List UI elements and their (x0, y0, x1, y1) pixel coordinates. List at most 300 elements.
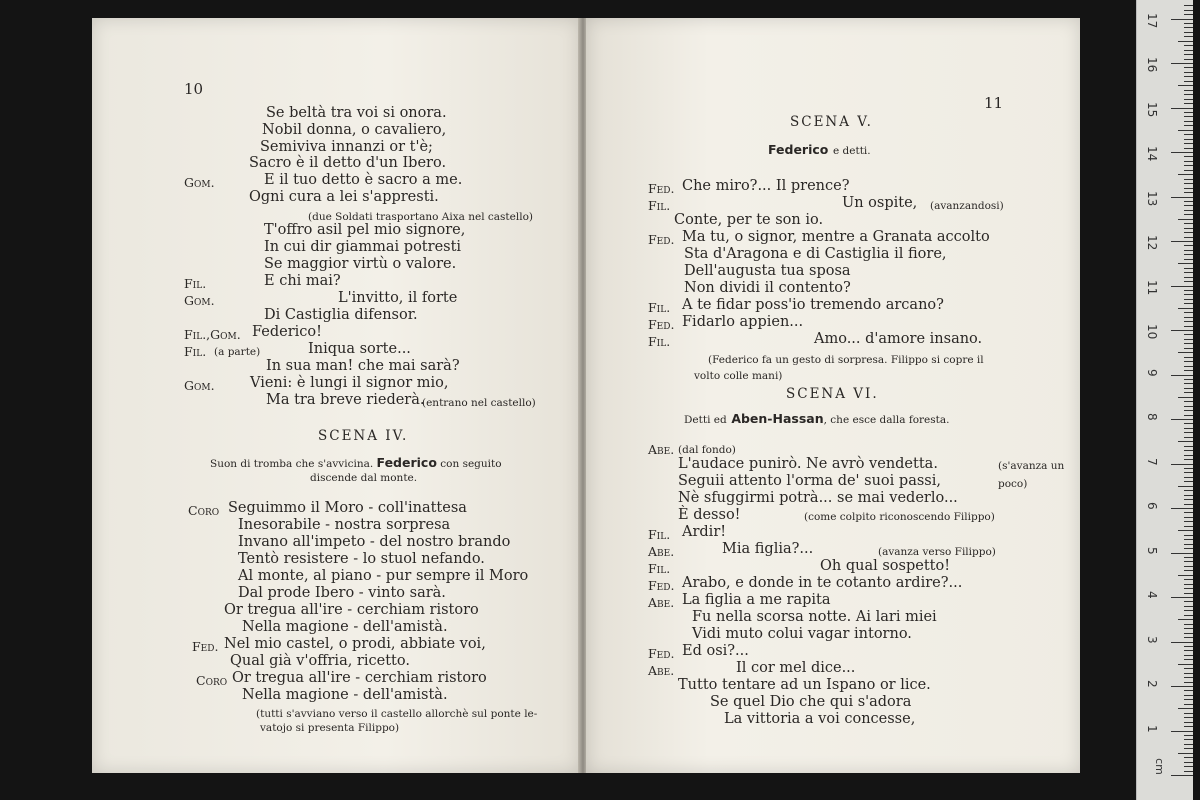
ruler-tick (1184, 67, 1193, 68)
ruler-tick (1184, 713, 1193, 714)
speaker-label: Gom. (184, 175, 215, 190)
speaker-label: Coro (188, 503, 220, 518)
ruler-tick (1184, 268, 1193, 269)
stage-direction: (tutti s'avviano verso il castello allorchè sul ponte le- (256, 708, 538, 720)
ruler-tick (1184, 766, 1193, 767)
ruler-tick (1184, 112, 1193, 113)
speaker-label: Fil. (184, 344, 207, 359)
verse-line: Nel mio castel, o prodi, abbiate voi, (224, 636, 486, 652)
ruler-tick (1184, 232, 1193, 233)
ruler-tick (1184, 557, 1193, 558)
verse-line: Or tregua all'ire - cerchiam ristoro (224, 602, 479, 618)
ruler-number: 7 (1145, 457, 1159, 466)
ruler-tick (1184, 432, 1193, 433)
ruler-tick (1184, 383, 1193, 384)
ruler-tick (1184, 504, 1193, 505)
verse-line: Un ospite, (842, 195, 918, 211)
verse-line: Oh qual sospetto! (820, 558, 951, 574)
ruler-tick (1184, 36, 1193, 37)
speaker-label: Abe. (648, 595, 675, 610)
ruler-number: 15 (1145, 101, 1159, 117)
ruler-tick (1178, 352, 1193, 353)
verse-line: Se beltà tra voi si onora. (266, 105, 447, 121)
scene-desc-text: e detti. (833, 145, 871, 157)
speaker-label: Fed. (648, 181, 675, 196)
ruler-tick (1184, 579, 1193, 580)
verse-line: Inesorabile - nostra sorpresa (238, 517, 451, 533)
ruler-tick (1184, 561, 1193, 562)
verse-line: Di Castiglia difensor. (264, 307, 418, 323)
ruler-tick (1184, 32, 1193, 33)
stage-direction: (entrano nel castello) (422, 397, 536, 409)
ruler-tick (1184, 690, 1193, 691)
ruler-tick (1184, 584, 1193, 585)
ruler-tick (1184, 254, 1193, 255)
ruler-tick (1184, 673, 1193, 674)
ruler-tick (1171, 642, 1193, 643)
ruler-tick (1171, 553, 1193, 554)
speaker-label: Fed. (648, 317, 675, 332)
ruler-tick (1184, 481, 1193, 482)
ruler-tick (1184, 628, 1193, 629)
verse-line: Semiviva innanzi or t'è; (260, 139, 433, 155)
ruler-tick (1178, 130, 1193, 131)
verse-line: Seguimmo il Moro - coll'inattesa (228, 500, 467, 516)
ruler-number: 8 (1145, 413, 1159, 421)
ruler-tick (1184, 521, 1193, 522)
ruler-number: 11 (1145, 279, 1159, 295)
scene-desc-text: , che esce dalla foresta. (823, 414, 950, 426)
ruler-tick (1184, 695, 1193, 696)
ruler-tick (1184, 348, 1193, 349)
character-name: Aben-Hassan (731, 411, 824, 426)
ruler-tick (1184, 223, 1193, 224)
verse-line: Ma tu, o signor, mentre a Granata accolto (682, 229, 990, 245)
ruler-tick (1184, 588, 1193, 589)
ruler-tick (1184, 566, 1193, 567)
ruler-tick (1184, 90, 1193, 91)
ruler-tick (1184, 459, 1193, 460)
ruler-tick (1171, 731, 1193, 732)
ruler-tick (1184, 704, 1193, 705)
verse-line: E chi mai? (264, 273, 341, 289)
ruler-tick (1184, 624, 1193, 625)
ruler-tick (1184, 326, 1193, 327)
verse-line: Dell'augusta tua sposa (684, 263, 851, 279)
ruler-tick (1171, 597, 1193, 598)
verse-line: Dal prode Ibero - vinto sarà. (238, 585, 446, 601)
ruler-tick (1184, 143, 1193, 144)
verse-line: Se quel Dio che qui s'adora (710, 694, 912, 710)
speaker-label: Abe. (648, 663, 675, 678)
speaker-label: Fil. (648, 527, 671, 542)
ruler-tick (1184, 170, 1193, 171)
verse-line: E il tuo detto è sacro a me. (264, 172, 463, 188)
ruler-tick (1184, 548, 1193, 549)
ruler-tick (1178, 397, 1193, 398)
verse-line: Nella magione - dell'amistà. (242, 619, 448, 635)
ruler-tick (1184, 317, 1193, 318)
ruler-tick (1184, 237, 1193, 238)
ruler-tick (1178, 219, 1193, 220)
ruler-tick (1184, 81, 1193, 82)
ruler-tick (1184, 250, 1193, 251)
ruler-tick (1184, 50, 1193, 51)
ruler-tick (1178, 174, 1193, 175)
left-page (92, 18, 580, 773)
ruler-tick (1184, 490, 1193, 491)
speaker-label: Fed. (648, 578, 675, 593)
ruler-tick (1184, 148, 1193, 149)
verse-line: Sacro è il detto d'un Ibero. (249, 155, 447, 171)
verse-line: Nobil donna, o cavaliero, (262, 122, 447, 138)
ruler-tick (1184, 259, 1193, 260)
ruler-tick (1184, 744, 1193, 745)
ruler-tick (1184, 739, 1193, 740)
ruler-tick (1184, 334, 1193, 335)
stage-direction: (a parte) (214, 346, 261, 358)
ruler-tick (1184, 757, 1193, 758)
stage-direction: poco) (998, 478, 1028, 490)
ruler-tick (1184, 410, 1193, 411)
ruler-tick (1184, 183, 1193, 184)
stage-direction: (avanzandosi) (930, 200, 1004, 212)
ruler-tick (1184, 27, 1193, 28)
character-name: Federico (376, 455, 437, 470)
ruler-tick (1184, 682, 1193, 683)
verse-line: Che miro?... Il prence? (682, 178, 850, 194)
speaker-label: Fil. (648, 198, 671, 213)
scene-heading: SCENA IV. (318, 428, 409, 444)
verse-line: La figlia a me rapita (682, 592, 831, 608)
ruler-tick (1184, 450, 1193, 451)
speaker-label: Gom. (184, 378, 215, 393)
ruler-tick (1184, 477, 1193, 478)
verse-line: L'audace punirò. Ne avrò vendetta. (678, 456, 938, 472)
verse-line: Arabo, e donde in te cotanto ardire?... (682, 575, 963, 591)
verse-line: Conte, per te son io. (674, 212, 824, 228)
ruler-tick (1184, 717, 1193, 718)
ruler-tick (1184, 593, 1193, 594)
ruler-tick (1184, 735, 1193, 736)
ruler-tick (1184, 23, 1193, 24)
ruler-tick (1184, 677, 1193, 678)
ruler-tick (1171, 286, 1193, 287)
ruler-tick (1171, 152, 1193, 153)
stage-direction: (due Soldati trasportano Aixa nel castello) (308, 211, 533, 223)
ruler-tick (1171, 197, 1193, 198)
ruler-tick (1184, 423, 1193, 424)
scene-description (684, 410, 949, 429)
ruler-tick (1184, 272, 1193, 273)
verse-line: L'invitto, il forte (338, 290, 458, 306)
ruler-tick (1178, 575, 1193, 576)
verse-line: Non dividi il contento? (684, 280, 851, 296)
speaker-label: Coro (196, 673, 228, 688)
verse-line: Vidi muto colui vagar intorno. (692, 626, 912, 642)
verse-line: Invano all'impeto - del nostro brando (238, 534, 511, 550)
ruler-number: 16 (1145, 57, 1159, 73)
verse-line: Se maggior virtù o valore. (264, 256, 457, 272)
ruler-number: 5 (1145, 546, 1159, 555)
scene-desc-text: Detti ed (684, 414, 727, 426)
ruler-tick (1178, 530, 1193, 531)
verse-line: Tentò resistere - lo stuol nefando. (238, 551, 485, 567)
ruler-number: 9 (1145, 368, 1159, 377)
speaker-label: Fed. (648, 646, 675, 661)
verse-line: Qual già v'offria, ricetto. (230, 653, 410, 669)
ruler-tick (1184, 726, 1193, 727)
ruler-tick (1184, 748, 1193, 749)
stage-direction: vatojo si presenta Filippo) (260, 722, 400, 734)
stage-direction: (come colpito riconoscendo Filippo) (804, 511, 995, 523)
scene-description (768, 141, 871, 160)
scene-desc-text: Suon di tromba che s'avvicina. (210, 458, 374, 470)
ruler-tick (1184, 615, 1193, 616)
ruler-number: 14 (1145, 146, 1159, 162)
page-number-left: 10 (184, 80, 204, 98)
ruler-tick (1184, 54, 1193, 55)
ruler-tick (1184, 406, 1193, 407)
ruler-tick (1184, 539, 1193, 540)
scene-description: discende dal monte. (310, 472, 418, 484)
ruler-tick (1184, 5, 1193, 6)
ruler-tick (1184, 201, 1193, 202)
verse-line: In sua man! che mai sarà? (266, 358, 460, 374)
ruler-tick (1178, 619, 1193, 620)
ruler-tick (1171, 330, 1193, 331)
ruler-tick (1184, 10, 1193, 11)
ruler-tick (1184, 762, 1193, 763)
ruler-tick (1184, 361, 1193, 362)
ruler-tick (1184, 45, 1193, 46)
ruler-tick (1184, 388, 1193, 389)
ruler-tick (1178, 664, 1193, 665)
ruler-tick (1171, 19, 1193, 20)
ruler-tick (1171, 464, 1193, 465)
ruler-tick (1171, 108, 1193, 109)
page-number-right: 11 (984, 94, 1004, 112)
speaker-label: Fed. (648, 232, 675, 247)
ruler-tick (1178, 486, 1193, 487)
ruler-tick (1184, 535, 1193, 536)
speaker-label: Fil.,Gom. (184, 327, 241, 342)
ruler-tick (1184, 165, 1193, 166)
ruler-tick (1184, 392, 1193, 393)
verse-line: Sta d'Aragona e di Castiglia il fiore, (684, 246, 947, 262)
ruler-tick (1184, 303, 1193, 304)
ruler-tick (1184, 437, 1193, 438)
ruler-number: 13 (1145, 190, 1159, 206)
ruler-tick (1171, 686, 1193, 687)
speaker-label: Fil. (648, 561, 671, 576)
ruler-tick (1171, 241, 1193, 242)
ruler-tick (1171, 508, 1193, 509)
ruler-tick (1184, 299, 1193, 300)
verse-line: Vieni: è lungi il signor mio, (250, 375, 449, 391)
ruler-number: 3 (1145, 635, 1159, 644)
ruler-tick (1184, 366, 1193, 367)
ruler-tick (1184, 468, 1193, 469)
ruler-tick (1171, 419, 1193, 420)
ruler-tick (1171, 775, 1193, 776)
verse-line: Nè sfuggirmi potrà... se mai vederlo... (678, 490, 958, 506)
ruler-tick (1184, 290, 1193, 291)
verse-line: Mia figlia?... (722, 541, 814, 557)
scene-heading: SCENA VI. (786, 386, 879, 402)
ruler-tick (1184, 277, 1193, 278)
stage-direction: volto colle mani) (694, 370, 783, 382)
ruler-number: 12 (1145, 235, 1159, 251)
verse-line: Fidarlo appien... (682, 314, 804, 330)
ruler-tick (1178, 708, 1193, 709)
ruler-tick (1184, 210, 1193, 211)
ruler-number: 1 (1145, 724, 1159, 733)
ruler-tick (1184, 103, 1193, 104)
ruler-tick (1184, 601, 1193, 602)
ruler-tick (1178, 85, 1193, 86)
character-name: Federico (768, 142, 829, 157)
ruler-tick (1184, 415, 1193, 416)
verse-line: Fu nella scorsa notte. Ai lari miei (692, 609, 937, 625)
ruler-tick (1184, 76, 1193, 77)
speaker-label: Gom. (184, 293, 215, 308)
ruler-tick (1184, 446, 1193, 447)
scene-heading: SCENA V. (790, 114, 873, 130)
speaker-label: Abe. (648, 442, 675, 457)
ruler-tick (1184, 633, 1193, 634)
ruler-tick (1184, 188, 1193, 189)
ruler-number: 17 (1145, 12, 1159, 28)
ruler-tick (1184, 321, 1193, 322)
verse-line: A te fidar poss'io tremendo arcano? (682, 297, 944, 313)
ruler-tick (1184, 156, 1193, 157)
ruler-tick (1184, 722, 1193, 723)
ruler-tick (1184, 637, 1193, 638)
verse-line: Seguii attento l'orma de' suoi passi, (678, 473, 941, 489)
speaker-label: Fil. (184, 276, 207, 291)
ruler-tick (1184, 205, 1193, 206)
ruler-tick (1184, 192, 1193, 193)
ruler-tick (1184, 655, 1193, 656)
ruler-tick (1184, 214, 1193, 215)
ruler-tick (1184, 59, 1193, 60)
ruler-tick (1184, 179, 1193, 180)
ruler-tick (1184, 512, 1193, 513)
ruler-number: 10 (1145, 324, 1159, 340)
ruler-number: 6 (1145, 502, 1159, 510)
ruler-tick (1184, 312, 1193, 313)
ruler-tick (1178, 441, 1193, 442)
ruler-tick (1184, 343, 1193, 344)
ruler-tick (1184, 544, 1193, 545)
ruler-tick (1184, 570, 1193, 571)
ruler-tick (1184, 610, 1193, 611)
verse-line: Ma tra breve riederà. (266, 392, 425, 408)
stage-direction: (avanza verso Filippo) (878, 546, 996, 558)
verse-line: Ogni cura a lei s'appresti. (249, 189, 439, 205)
scene-desc-text: con seguito (440, 458, 502, 470)
stage-direction: (dal fondo) (678, 444, 736, 456)
ruler-tick (1184, 668, 1193, 669)
verse-line: Il cor mel dice... (736, 660, 856, 676)
right-page (586, 18, 1080, 773)
ruler-tick (1184, 125, 1193, 126)
ruler-tick (1184, 401, 1193, 402)
measurement-ruler (1136, 0, 1193, 800)
verse-line: Amo... d'amore insano. (814, 331, 983, 347)
ruler-tick (1184, 121, 1193, 122)
ruler-number: 4 (1145, 591, 1159, 599)
ruler-tick (1184, 245, 1193, 246)
ruler-tick (1178, 308, 1193, 309)
ruler-tick (1184, 428, 1193, 429)
ruler-tick (1184, 72, 1193, 73)
ruler-tick (1178, 41, 1193, 42)
ruler-tick (1171, 63, 1193, 64)
ruler-number: 2 (1145, 680, 1159, 688)
ruler-tick (1184, 99, 1193, 100)
ruler-tick (1184, 517, 1193, 518)
stage-direction: (s'avanza un (998, 460, 1065, 472)
ruler-tick (1184, 281, 1193, 282)
ruler-tick (1184, 606, 1193, 607)
stage-direction: (Federico fa un gesto di sorpresa. Filippo si copre il (708, 354, 984, 366)
ruler-tick (1184, 699, 1193, 700)
ruler-tick (1184, 472, 1193, 473)
ruler-tick (1184, 370, 1193, 371)
ruler-tick (1184, 495, 1193, 496)
speaker-label: Fed. (192, 639, 219, 654)
ruler-tick (1184, 499, 1193, 500)
ruler-unit: cm (1152, 758, 1166, 775)
ruler-tick (1184, 455, 1193, 456)
ruler-tick (1178, 753, 1193, 754)
ruler-tick (1184, 294, 1193, 295)
verse-line: Ardir! (682, 524, 727, 540)
ruler-tick (1184, 14, 1193, 15)
speaker-label: Abe. (648, 544, 675, 559)
verse-line: Ed osi?... (682, 643, 749, 659)
ruler-tick (1184, 526, 1193, 527)
ruler-tick (1171, 375, 1193, 376)
ruler-tick (1184, 659, 1193, 660)
speaker-label: Fil. (648, 334, 671, 349)
verse-line: Federico! (252, 324, 322, 340)
ruler-tick (1184, 134, 1193, 135)
verse-line: Nella magione - dell'amistà. (242, 687, 448, 703)
ruler-tick (1184, 228, 1193, 229)
ruler-tick (1184, 646, 1193, 647)
ruler-tick (1184, 339, 1193, 340)
ruler-tick (1184, 357, 1193, 358)
verse-line: Tutto tentare ad un Ispano or lice. (678, 677, 931, 693)
ruler-tick (1184, 161, 1193, 162)
verse-line: In cui dir giammai potresti (264, 239, 462, 255)
ruler-tick (1184, 94, 1193, 95)
ruler-tick (1184, 379, 1193, 380)
speaker-label: Fil. (648, 300, 671, 315)
ruler-tick (1184, 650, 1193, 651)
verse-line: T'offro asil pel mio signore, (264, 222, 466, 238)
ruler-tick (1178, 263, 1193, 264)
verse-line: Or tregua all'ire - cerchiam ristoro (232, 670, 487, 686)
ruler-tick (1184, 116, 1193, 117)
ruler-tick (1184, 771, 1193, 772)
verse-line: Al monte, al piano - pur sempre il Moro (238, 568, 529, 584)
verse-line: Iniqua sorte... (308, 341, 411, 357)
verse-line: È desso! (678, 507, 741, 523)
